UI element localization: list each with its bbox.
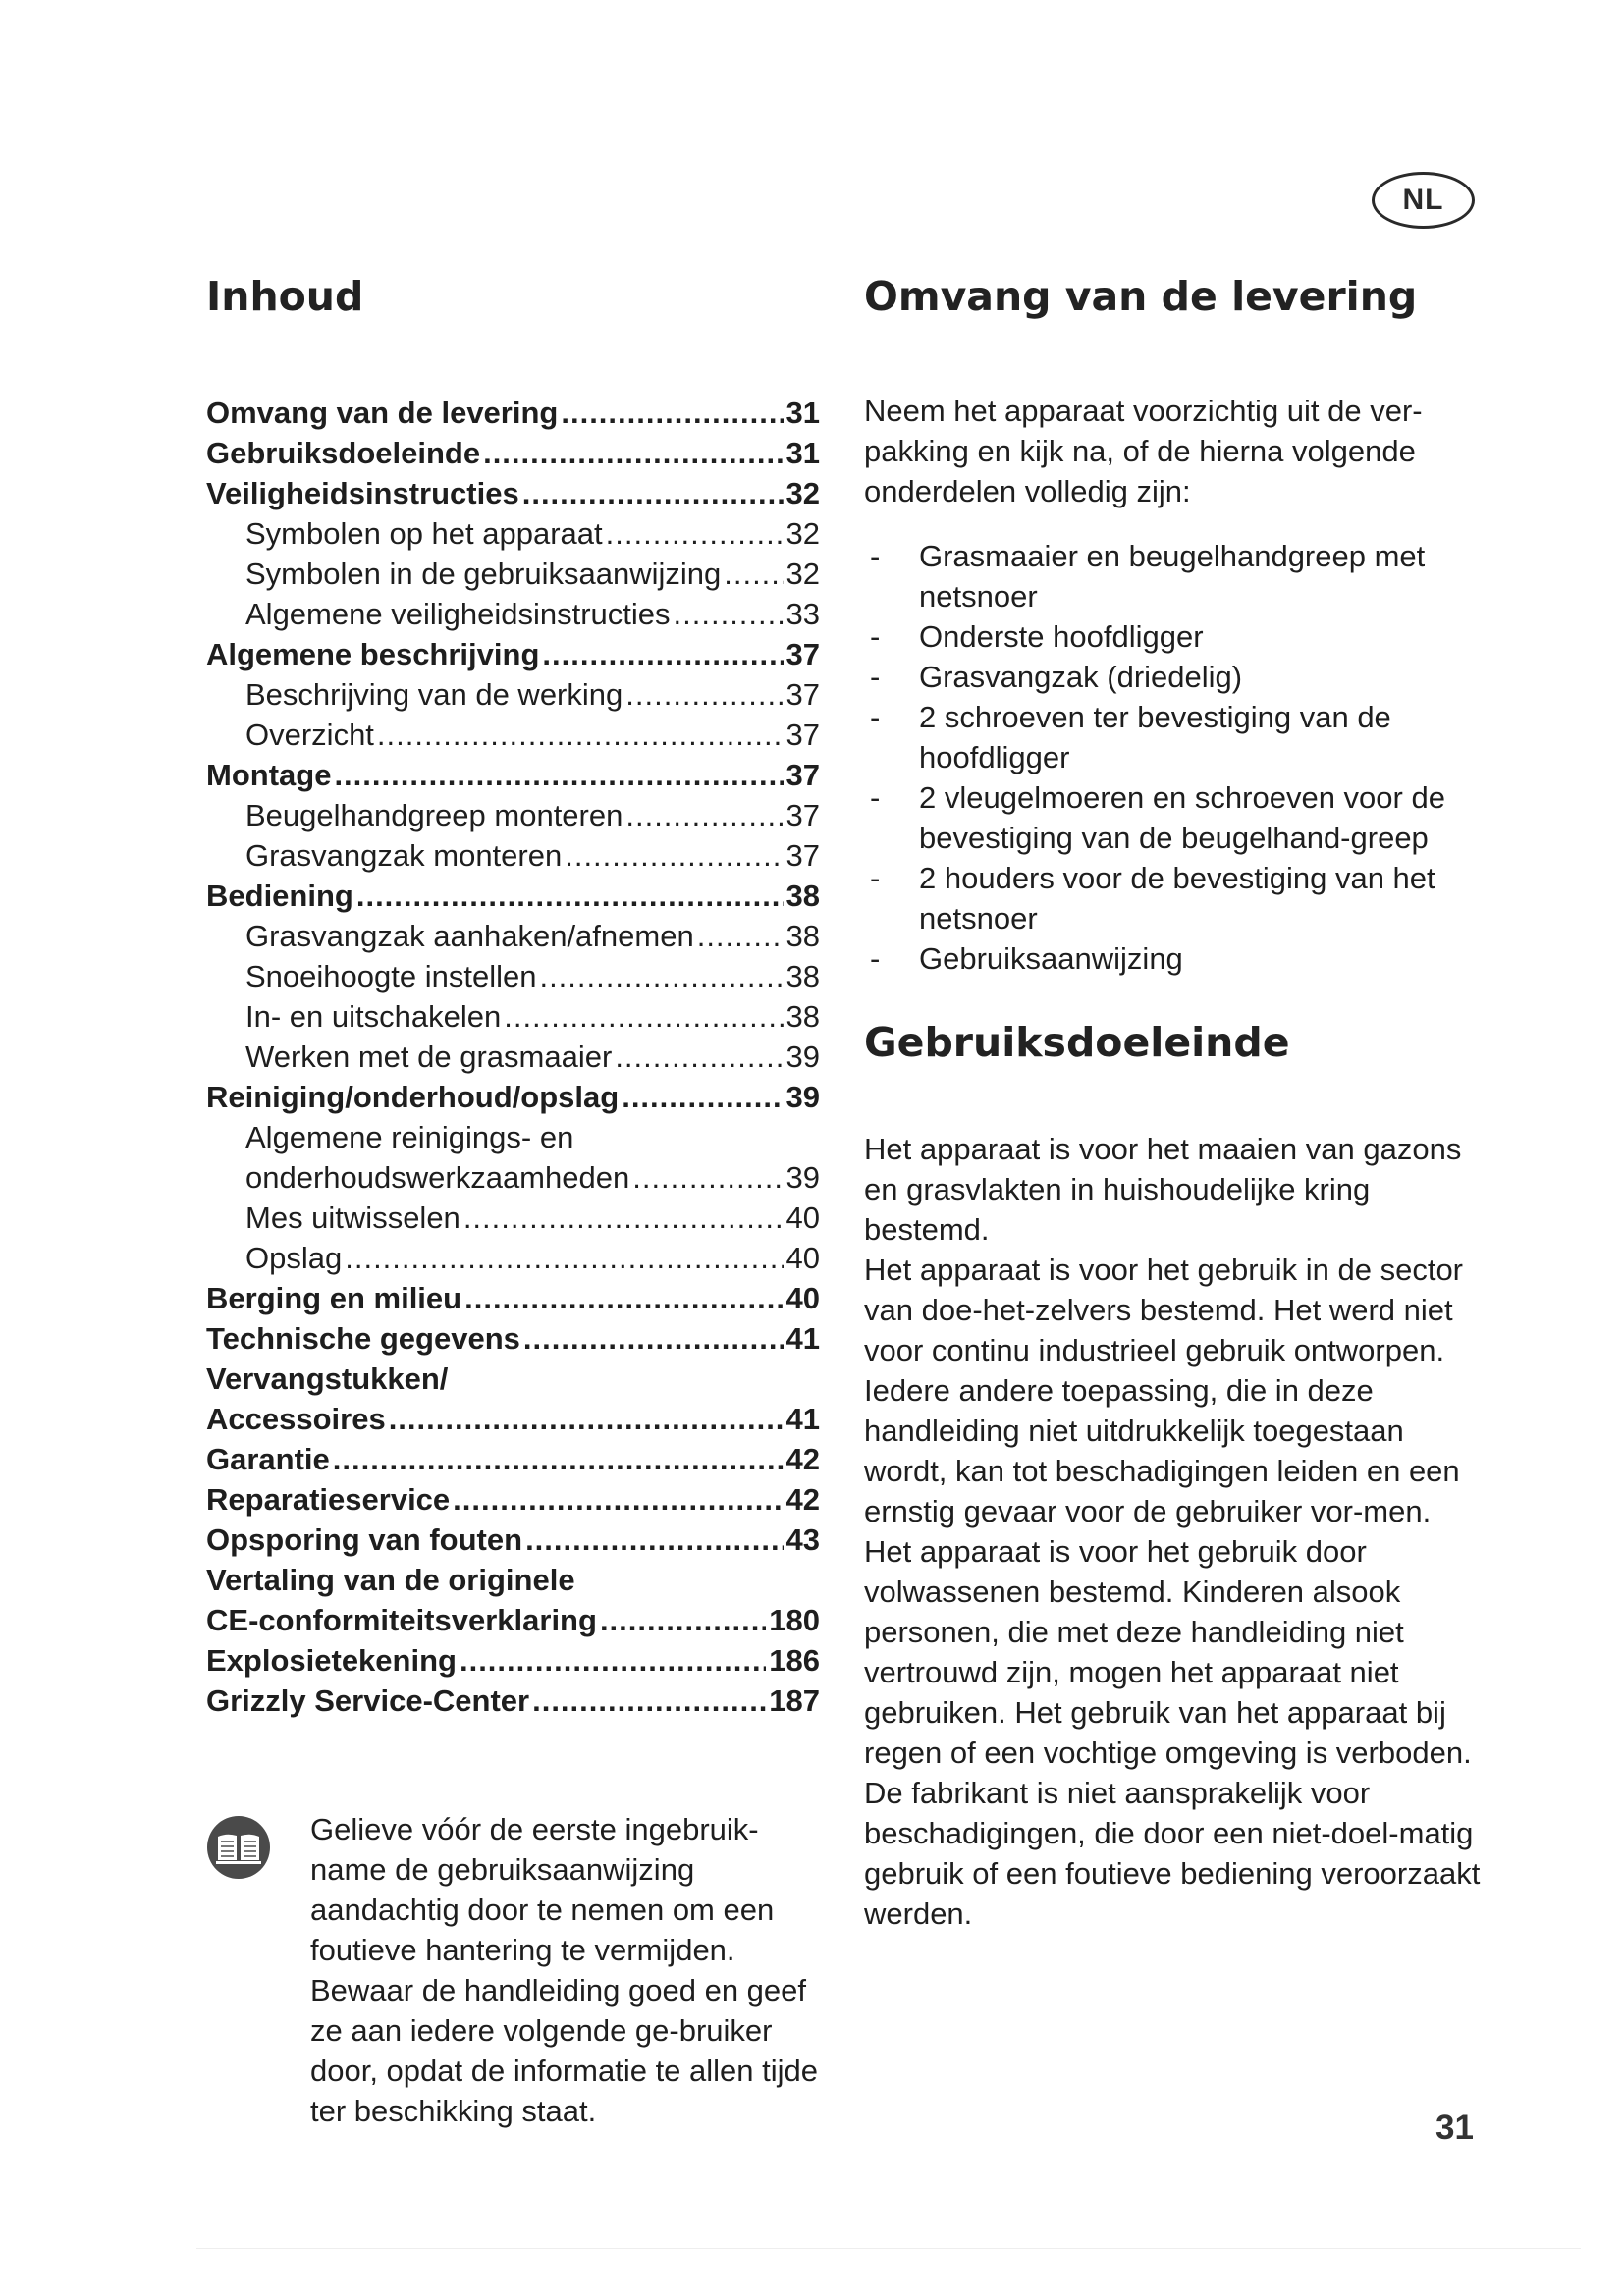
list-item: - Gebruiksaanwijzing [864,938,1492,979]
toc-entry[interactable]: Garantie ..... 42 [206,1439,820,1479]
toc-entry[interactable]: onderhoudswerkzaamheden ..... 39 [206,1157,820,1198]
list-item: - 2 schroeven ter bevestiging van de hoofdligger [864,697,1492,777]
toc-entry[interactable]: In- en uitschakelen ..... 38 [206,996,820,1037]
scope-intro: Neem het apparaat voorzichtig uit de ver-pakking en kijk na, of de hierna volgende onderdelen volledig zijn: [864,394,1423,508]
usage-paragraph: Het apparaat is voor het gebruik door volwassenen bestemd. Kinderen alsook personen, die met deze handleiding niet vertrouwd zijn, mogen het apparaat niet gebruiken. Het gebruik van het apparaat bij regen of een vochtige omgeving is verboden. [864,1534,1472,1770]
list-item: - 2 houders voor de bevestiging van het netsnoer [864,858,1492,938]
toc-entry[interactable]: Reiniging/onderhoud/opslag ..... 39 [206,1077,820,1117]
toc-entry[interactable]: Grizzly Service-Center ..... 187 [206,1681,820,1721]
toc-entry[interactable]: Beschrijving van de werking ..... 37 [206,674,820,715]
list-item: - Grasvangzak (driedelig) [864,657,1492,697]
toc-entry[interactable]: Berging en milieu ..... 40 [206,1278,820,1318]
toc-entry[interactable]: Veiligheidsinstructies ..... 32 [206,473,820,513]
toc-entry[interactable]: Bediening ..... 38 [206,876,820,916]
toc-entry[interactable]: Symbolen op het apparaat ..... 32 [206,513,820,554]
toc-entry[interactable]: Algemene reinigings- en [245,1120,574,1154]
page-divider [196,2248,1581,2249]
toc-entry[interactable]: Technische gegevens ..... 41 [206,1318,820,1359]
content-column [864,267,1492,1934]
toc-entry[interactable]: Vertaling van de originele [206,1563,575,1597]
scope-title: Omvang van de levering [864,273,1418,320]
read-manual-notice [206,1809,820,2131]
usage-paragraph: Iedere andere toepassing, die in deze handleiding niet uitdrukkelijk toegestaan wordt, kan tot beschadigingen leiden en een ernstig gevaar voor de gebruiker vor-men. [864,1373,1460,1528]
toc-entry[interactable]: Omvang van de levering ..... 31 [206,393,820,433]
list-item: - 2 vleugelmoeren en schroeven voor de bevestiging van de beugelhand-greep [864,777,1492,858]
toc-entry[interactable]: Vervangstukken/ [206,1362,449,1396]
list-item: - Onderste hoofdligger [864,616,1492,657]
toc-entry[interactable]: Explosietekening ..... 186 [206,1640,820,1681]
toc-entry[interactable]: Beugelhandgreep monteren ..... 37 [206,795,820,835]
toc-entry[interactable]: Montage ..... 37 [206,755,820,795]
toc-entry[interactable]: Grasvangzak aanhaken/afnemen ..... 38 [206,916,820,956]
toc-entry[interactable]: Reparatieservice ..... 42 [206,1479,820,1520]
toc-entry[interactable]: Algemene veiligheidsinstructies ..... 33 [206,594,820,634]
toc-entry[interactable]: Gebruiksdoeleinde ..... 31 [206,433,820,473]
toc-entry[interactable]: Opslag ..... 40 [206,1238,820,1278]
scope-list [864,536,1492,979]
book-icon [206,1815,271,1880]
toc-entry[interactable]: Werken met de grasmaaier ..... 39 [206,1037,820,1077]
toc-title: Inhoud [206,273,364,320]
toc-entry[interactable]: Grasvangzak monteren ..... 37 [206,835,820,876]
usage-title: Gebruiksdoeleinde [864,1019,1290,1066]
toc-entry[interactable]: Mes uitwisselen ..... 40 [206,1198,820,1238]
toc-list [206,393,820,1721]
toc-entry[interactable]: Snoeihoogte instellen ..... 38 [206,956,820,996]
usage-paragraph: Het apparaat is voor het maaien van gazons en grasvlakten in huishoudelijke kring bestemd. [864,1132,1462,1247]
list-item: - Grasmaaier en beugelhandgreep met netsnoer [864,536,1492,616]
toc-entry[interactable]: Overzicht ..... 37 [206,715,820,755]
toc-entry[interactable]: Symbolen in de gebruiksaanwijzing ..... 32 [206,554,820,594]
table-of-contents [206,267,820,2131]
toc-entry[interactable]: Opsporing van fouten ..... 43 [206,1520,820,1560]
page-number: 31 [1435,2109,1474,2147]
usage-text [864,1129,1492,1934]
usage-paragraph: De fabrikant is niet aansprakelijk voor beschadigingen, die door een niet-doel-matig gebruik of een foutieve bediening veroorzaakt werden. [864,1776,1481,1931]
usage-paragraph: Het apparaat is voor het gebruik in de sector van doe-het-zelvers bestemd. Het werd niet voor continu industrieel gebruik ontworpen. [864,1253,1464,1367]
toc-entry[interactable]: Accessoires ..... 41 [206,1399,820,1439]
toc-entry[interactable]: CE-conformiteitsverklaring ..... 180 [206,1600,820,1640]
notice-text: Gelieve vóór de eerste ingebruik-name de gebruiksaanwijzing aandachtig door te nemen om een foutieve hantering te vermijden. Bewaar de handleiding goed en geef ze aan iedere volgende ge-bruiker door, opdat de informatie te allen tijde ter beschikking staat. [310,1812,819,2128]
language-badge: NL [1372,172,1475,229]
toc-entry[interactable]: Algemene beschrijving ..... 37 [206,634,820,674]
